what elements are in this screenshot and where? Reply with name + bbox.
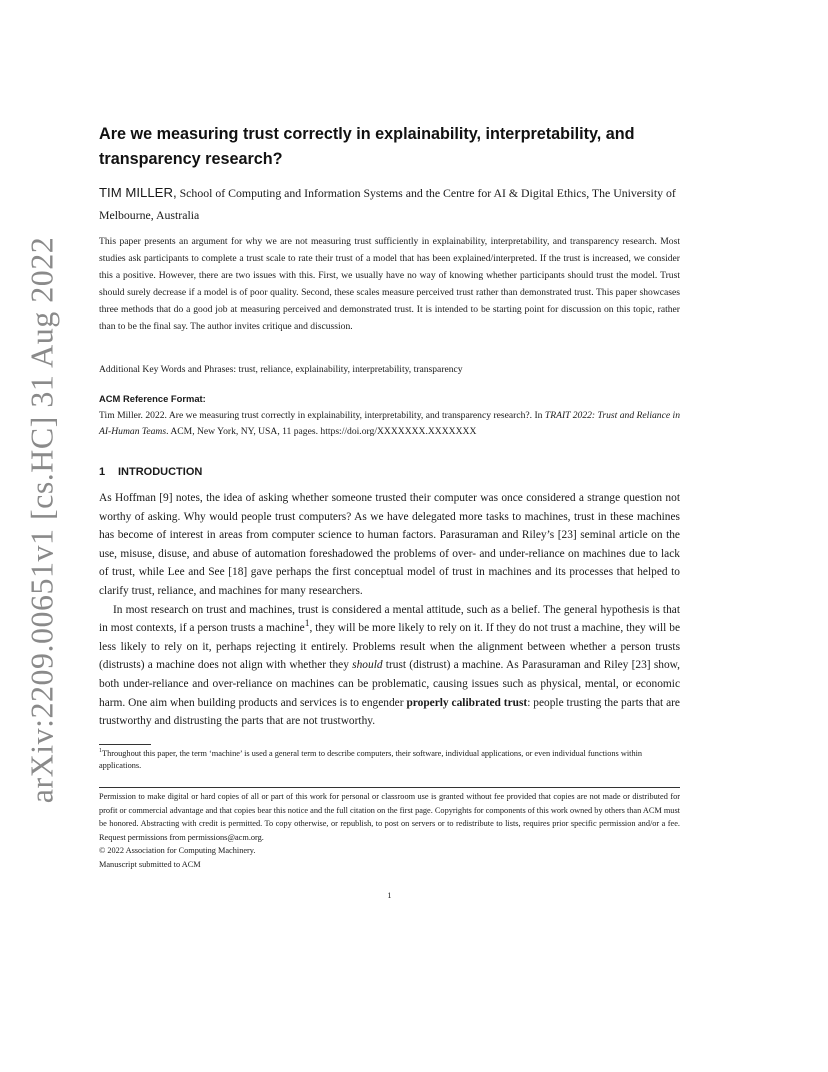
introduction-body — [99, 489, 680, 731]
acm-reference-heading: ACM Reference Format: — [99, 393, 206, 404]
paragraph-text: : people trusting the parts that are trustworthy and distrusting the parts that are not trustworthy. — [99, 696, 680, 728]
acm-reference-text — [99, 408, 680, 441]
page-number: 1 — [387, 891, 392, 900]
arxiv-identifier-stamp: arXiv:2209.00651v1 [cs.HC] 31 Aug 2022 — [23, 236, 60, 804]
manuscript-note: Manuscript submitted to ACM — [99, 859, 201, 869]
footnote-divider — [99, 744, 151, 745]
key-term: properly calibrated trust — [406, 696, 528, 709]
paper-title: Are we measuring trust correctly in explainability, interpretability, and transparency research? — [99, 125, 635, 168]
footnote-text: Throughout this paper, the term ‘machine’ is used a general term to describe computers, their software, individual applications, or even individual functions within applications. — [99, 749, 643, 770]
permission-text: Permission to make digital or hard copies of all or part of this work for personal or classroom use is granted without fee provided that copies are not made or distributed for profit or commercial advantage and that copies bear this notice and the full citation on the first page. Copyrights for components of this work owned by others than ACM must be honored. Abstracting with credit is permitted. To copy otherwise, or republish, to post on servers or to redistribute to lists, requires prior specific permission and/or a fee. Request permissions from permissions@acm.org. — [99, 792, 680, 842]
paragraph-text: trust (distrust) a machine. As Parasuraman and Riley [23] show, both under-reliance and over-reliance on machines can be problematic, causing issues such as physical, mental, or economic harm. One aim when building products and services is to engender — [99, 659, 680, 709]
footnote-reference[interactable]: 1 — [304, 619, 310, 630]
section-heading — [99, 466, 680, 478]
paragraph-text: In most research on trust and machines, trust is considered a mental attitude, such as a belief. The general hypothesis is that in most contexts, if a person trusts a machine — [99, 603, 680, 635]
acm-reference-format — [99, 391, 680, 441]
section-number: 1 — [99, 466, 106, 478]
author-affiliation: School of Computing and Information Systems and the Centre for AI & Digital Ethics, The University of Melbourne, Australia — [99, 186, 676, 222]
footnote — [99, 748, 680, 771]
paragraph-text: , they will be more likely to rely on it. If they do not trust a machine, they will be less likely to rely on it, perhaps rejecting it entirely. Problems result when the alignment between whether a person trusts (distrusts) a machine does not align with whether they — [99, 622, 681, 672]
author-name: TIM MILLER, — [99, 185, 177, 200]
abstract: This paper presents an argument for why we are not measuring trust sufficiently in explainability, interpretability, and transparency research. Most studies ask participants to complete a trust scale to rate their trust of a model that has been explained/interpreted. If the trust is increased, we consider this a positive. However, there are two issues with this. First, we usually have no way of knowing whether participants should trust the model. Trust should surely decrease if a model is of poor quality. Second, these scales measure perceived trust rather than demonstrated trust. This paper showcases three methods that do a good job at measuring perceived and demonstrated trust. It is intended to be starting point for discussion on this topic, rather than to be the final say. The author invites critique and discussion. — [99, 236, 680, 332]
acm-reference-venue: TRAIT 2022: Trust and Reliance in AI-Human Teams — [99, 409, 680, 437]
intro-paragraph-1: As Hoffman [9] notes, the idea of asking whether someone trusted their computer was once considered a strange question not worthy of asking. Why would people trust computers? As we have delegated more tasks to machines, trust in these machines has become of interest in areas from computer science to human factors. Parasuraman and Riley’s [23] seminal article on the use, misuse, disuse, and abuse of automation foreshadowed the problems of over- and under-reliance on machines due to lack of trust, while Lee and See [18] gave perhaps the first conceptual model of trust in machines and its processes that helped to clarify trust, reliance, and machines for many researchers. — [99, 492, 680, 597]
permission-divider — [99, 787, 680, 788]
copyright-line: © 2022 Association for Computing Machinery. — [99, 846, 256, 856]
acm-reference-citation: Tim Miller. 2022. Are we measuring trust correctly in explainability, interpretability, and transparency research?. In — [99, 409, 545, 421]
footnote-mark: 1 — [99, 748, 102, 755]
author-block — [99, 182, 680, 226]
intro-paragraph-2 — [99, 601, 680, 731]
emphasis-text: should — [352, 659, 383, 672]
section-title: INTRODUCTION — [118, 466, 203, 478]
acm-reference-publisher: . ACM, New York, NY, USA, 11 pages. https://doi.org/XXXXXXX.XXXXXXX — [166, 426, 477, 437]
permission-notice — [99, 790, 680, 872]
keywords: Additional Key Words and Phrases: trust, reliance, explainability, interpretability, transparency — [99, 364, 463, 375]
